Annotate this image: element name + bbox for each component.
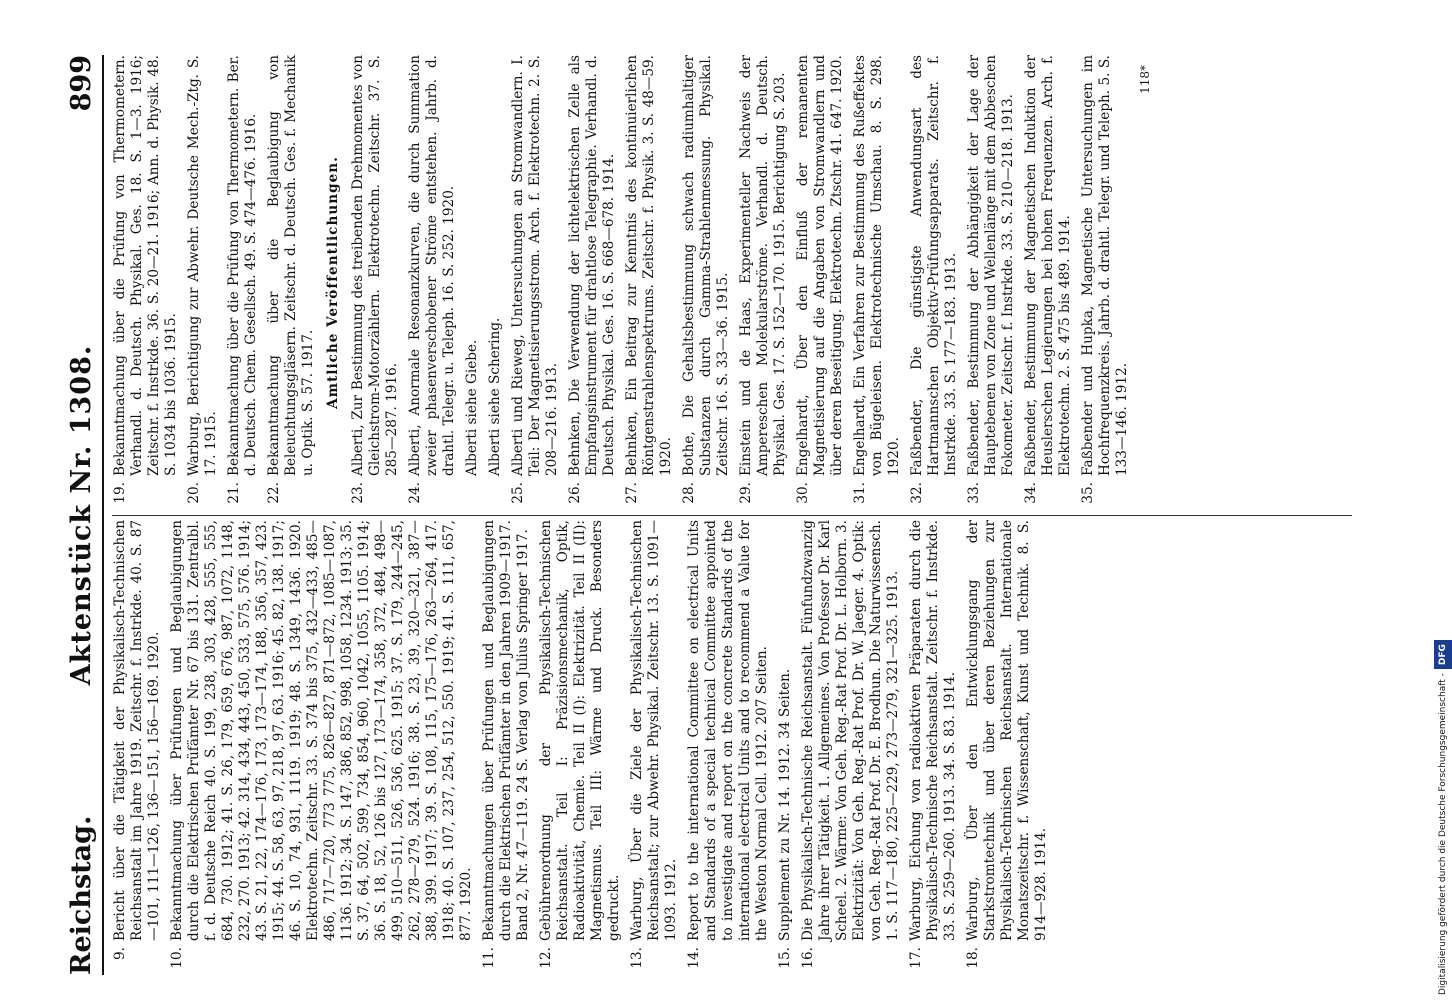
bibliography-entry [965,520,1050,975]
page-number: 899 [66,55,97,112]
bibliography-entry [909,55,960,510]
entry-text: Alberti siehe Giebe. [464,339,480,476]
digitization-credit-strip [1416,0,1448,1000]
entry-text: Bericht über die Tätigkeit der Physikalisch-Technischen Reichsanstalt im Jahre 1919. Zeitschr. f. Instrkde. 40. S. 87—101, 111—126, 136—151, 156—169. 1920. [112,520,162,941]
bibliography-entry [112,520,163,975]
bibliography-entry [1080,55,1131,510]
bibliography-entry [908,520,959,975]
bibliography-entry [852,55,903,510]
entry-number: 15. [777,947,793,969]
entry-text: Alberti siehe Schering. [487,317,503,476]
entry-number: 25. [510,482,526,504]
entry-number: 14. [686,947,702,969]
bibliography-entry [629,520,680,975]
bibliography-entry [169,520,475,975]
entry-number: 26. [567,482,583,504]
dfg-logo: DFG [1434,640,1452,669]
entry-number: 18. [965,947,981,969]
entry-text: Engelhardt, Ein Verfahren zur Bestimmung des Rußeffektes von Bügeleisen. Elektrotechnische Umschau. 8. S. 298. 1920. [852,55,902,476]
bibliography-entry [350,55,401,510]
entry-number: 33. [966,482,982,504]
entry-number: 27. [624,482,640,504]
column-divider [112,515,1352,516]
entry-text: Alberti, Zur Bestimmung des treibenden Drehmomentes von Gleichstrom-Motorzählern. Elektrotechn. Zeitschr. 37. S. 285—287. 1916. [350,55,400,476]
entry-number: 31. [852,482,868,504]
bibliography-entry [407,55,458,510]
entry-text: Report to the international Committee on electrical Units and Standards of a special technical Committee appointed to investigate and report on the concrete Standards of the international electrical Units and to recommend a Value for the Weston Normal Cell. 1912. 207 Seiten. [686,520,770,941]
entry-text: Behnken, Die Verwendung der lichtelektrischen Zelle als Empfangsinstrument für drahtlose Telegraphie. Verhandl. d. Deutsch. Physikal. Ges. 16. S. 668—678. 1914. [567,55,617,476]
header-document-title: Aktenstück Nr. 1308. [66,344,97,686]
entry-number: 9. [112,947,128,960]
bibliography-entry [266,55,317,510]
entry-number: 35. [1080,482,1096,504]
entry-number: 30. [795,482,811,504]
bibliography-entry [777,520,794,975]
entry-text: Behnken, Ein Beitrag zur Kenntnis des kontinuierlichen Röntgenstrahlenspektrums. Zeitschr. f. Physik. 3. S. 48—59. 1920. [624,55,674,476]
entry-number: 24. [407,482,423,504]
entry-number: 10. [169,947,185,969]
entry-text: Faßbender, Bestimmung der Magnetischen Induktion der Heuslerschen Legierungen bei hohen Frequenzen. Arch. f. Elektrotechn. 2. S. 475 bis 489. 1914. [1023,55,1073,476]
bibliography-entry [800,520,902,975]
entry-text: Supplement zu Nr. 14. 1912. 34 Seiten. [777,668,793,941]
entry-text: Faßbender und Hupka, Magnetische Untersuchungen im Hochfrequenzkreis. Jahrb. d. drahtl. Telegr. und Teleph. 5. S. 133—146. 1912. [1080,55,1130,476]
bibliography-entry [624,55,675,510]
bibliography-entry [112,55,180,510]
section-heading: Amtliche Veröffentlichungen. [325,156,341,409]
bibliography-entry [795,55,846,510]
entry-number: 23. [350,482,366,504]
entry-text: Bekanntmachung über die Prüfung von Thermometern. Ber. d. Deutsch. Chem. Gesellsch. 49. S. 474—476. 1916. [226,55,259,476]
bibliography-entry [487,55,504,510]
bibliography-entry [510,55,561,510]
entry-text: Warburg, Über den Entwicklungsgang der Starkstromtechnik und über deren Beziehungen zur Physikalisch-Technischen Reichsanstalt. Internationale Monatszeitschr. f. Wissenschaft, Kunst und Technik. 8. S. 914—928. 1914. [965,520,1049,941]
entry-text: Faßbender, Bestimmung der Abhängigkeit der Lage der Hauptebenen von Zone und Wellenlänge mit dem Abbeschen Fokometer. Zeitschr. f. Instrkde. 33. S. 210—218. 1913. [966,55,1016,476]
entry-number: 19. [112,482,128,504]
entry-number: 20. [186,482,202,504]
bibliography-entry [186,55,220,510]
entry-text: Einstein und de Haas, Experimenteller Nachweis der Ampereschen Molekularströme. Verhandl. d. Deutsch. Physikal. Ges. 17. S. 152—170. 1915. Berichtigung S. 203. [738,55,788,476]
bibliography-entry [686,520,771,975]
entry-text: Faßbender, Die günstigste Anwendungsart des Hartmannschen Objektiv-Prüfungsapparats. Zeitschr. f. Instrkde. 33. S. 177—183. 1913. [909,55,959,476]
entry-text: Bothe, Die Gehaltsbestimmung schwach radiumhaltiger Substanzen durch Gamma-Strahlenmessung. Physikal. Zeitschr. 16. S. 33—36. 1915. [681,55,731,476]
left-column [112,520,1352,975]
entry-text: Warburg, Über die Ziele der Physikalisch-Technischen Reichsanstalt; zur Abwehr. Physikal. Zeitschr. 13. S. 1091—1093. 1912. [629,520,679,941]
entry-number: 29. [738,482,754,504]
footer-mark: 118* [1138,65,1152,94]
page-header [62,55,104,975]
entry-text: Gebührenordnung der Physikalisch-Technischen Reichsanstalt. Teil I: Präzisionsmechanik, Optik, Radioaktivität, Chemie. Teil II (I): Elektrizität. Teil II (II): Magnetismus. Teil III: Wärme und Druck. Besonders gedruckt. [538,520,622,941]
entry-text: Bekanntmachungen über Prüfungen und Beglaubigungen durch die Elektrischen Prüfämter in den Jahren 1909—1917. Band 2, Nr. 47—119. 24 S. Verlag von Julius Springer 1917. [481,520,531,941]
entry-number: 32. [909,482,925,504]
right-column [112,55,1352,510]
bibliography-entry [1023,55,1074,510]
entry-text: Bekanntmachung über Prüfungen und Beglaubigungen durch die Elektrischen Prüfämter Nr. 67 bis 131. Zentralbl. f. d. Deutsche Reich 40. S. 199, 238, 303, 428, 555, 555, 684, 730. 1912; 41. S. 26, 179, 659, 676, 987, 1072, 1148, 232, 270. 1913; 42. 314, 434, 443, 450, 533, 575, 576. 1914; 43. S. 21, 22, 174—176, 173, 173—174, 188, 356, 357, 423. 1915; 44. S. 58, 63, 97, 218, 97, 63. 1916; 45. 82, 138. 1917; 46. S. 10, 74, 931, 1119. 1919; 48. S. 1349, 1436. 1920. Elektrotechn. Zeitschr. 33. S. 374 bis 375, 432—433, 485—486, 717—720, 773 775, 826—827, 871—872, 1085—1087, 1136. 1912; 34. S. 147, 386, 852, 998, 1058, 1234. 1913; 35. S. 37, 64, 502, 599, 734, 854, 960, 1042, 1055, 1105. 1914; 36. S. 18, 52, 126 bis 127, 173—174, 358, 372, 484, 498—499, 510—511, 526, 536, 625. 1915; 37. S. 179, 244—245, 262, 278—279, 524. 1916; 38. S. 23, 39, 320—321, 387—388, 399. 1917; 39. S. 108, 115, 175—176, 263—264, 417. 1918; 40. S. 107, 237, 254, 512, 550. 1919; 41. S. 111, 657, 877. 1920. [169,520,474,941]
bibliography-entry [481,520,532,975]
entry-text: Alberti, Anormale Resonanzkurven, die durch Summation zweier phasenverschobener Ströme entstehen. Jahrb. d. drahtl. Telegr. u. Teleph. 16. S. 252. 1920. [407,55,457,476]
bibliography-entry [538,520,623,975]
entry-number: 17. [908,947,924,969]
header-left-title: Reichstag. [66,815,97,975]
bibliography-entry [226,55,260,510]
right-entries-group [350,55,1131,510]
bibliography-entry [567,55,618,510]
entry-text: Warburg, Eichung von radioaktiven Präparaten durch die Physikalisch-Technische Reichsanstalt. Zeitschr. f. Instrkde. 33. S. 259—260. 1913. 34. S. 83. 1914. [908,520,958,941]
entry-number: 34. [1023,482,1039,504]
right-entries-group [112,55,317,510]
entry-number: 22. [266,482,282,504]
entry-number: 16. [800,947,816,969]
entry-number: 12. [538,947,554,969]
entry-text: Warburg, Berichtigung zur Abwehr. Deutsche Mech.-Ztg. S. 17. 1915. [186,55,219,476]
entry-text: Die Physikalisch-Technische Reichsanstalt. Fünfundzwanzig Jahre ihrer Tätigkeit. 1. Allgemeines. Von Professor Dr. Karl Scheel. 2. Wärme: Von Geh. Reg.-Rat Prof. Dr. L. Holborn. 3. Elektrizität: Von Geh. Reg.-Rat Prof. Dr. W. Jaeger. 4. Optik: von Geh. Reg.-Rat Prof. Dr. E. Brodhun. Die Naturwissensch. 1. S. 117—180, 225—229, 273—279, 321—325. 1913. [800,520,901,941]
entry-number: 13. [629,947,645,969]
digitization-credit-text: Digitalisierung gefördert durch die Deutsche Forschungsgemeinschaft - [1438,673,1448,995]
entry-number: 21. [226,482,242,504]
bibliography-entry [738,55,789,510]
bibliography-entry [681,55,732,510]
entry-text: Bekanntmachung über die Prüfung von Thermometern. Verhandl. d. Deutsch. Physikal. Ges. 18. S. 1—3. 1916; Zeitschr. f. Instrkde. 36. S. 20—21. 1916; Ann. d. Physik. 48. S. 1034 bis 1036. 1915. [112,55,179,476]
entry-number: 28. [681,482,697,504]
entry-number: 11. [481,947,497,969]
rotated-document-page [62,55,1362,975]
bibliography-entry [966,55,1017,510]
bibliography-entry [464,55,481,510]
entry-text: Alberti und Rieweg, Untersuchungen an Stromwandlern. I. Teil: Der Magnetisierungsstrom. Arch. f. Elektrotechn. 2. S. 208—216. 1913. [510,55,560,476]
entry-text: Bekanntmachung über die Beglaubigung von Beleuchtungsgläsern. Zeitschr. d. Deutsch. Ges. f. Mechanik u. Optik. S. 57. 1917. [266,55,316,476]
entry-text: Engelhardt, Über den Einfluß der remanenten Magnetisierung auf die Angaben von Stromwandlern und über deren Beseitigung. Elektrotechn. Ztschr. 41. 647. 1920. [795,55,845,476]
